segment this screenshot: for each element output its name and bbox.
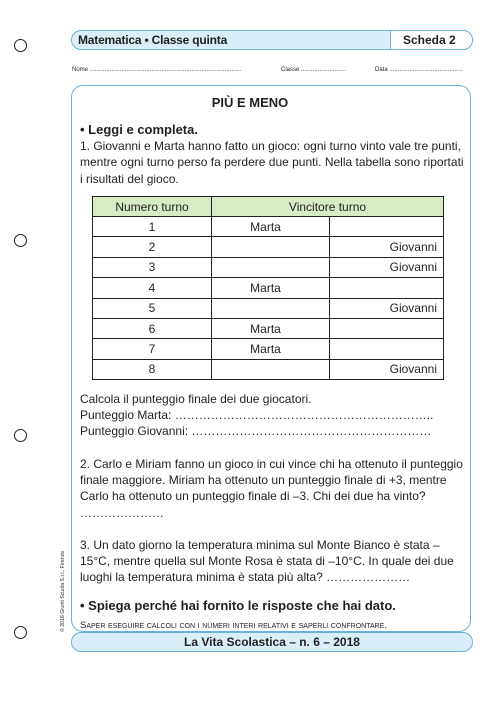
- winner-marta-cell: [212, 237, 330, 257]
- winner-marta-cell: [212, 257, 330, 277]
- results-table: [92, 196, 444, 380]
- binder-hole: [14, 429, 27, 442]
- exercise-2-text: 2. Carlo e Miriam fanno un gioco in cui vince chi ha ottenuto il punteggio finale maggiore. Miriam ha ottenuto un punteggio finale di +3, mentre Carlo ha ottenuto un punteggio finale di –3. Chi dei due ha vinto? …………………: [80, 457, 463, 520]
- table-row: [93, 257, 444, 277]
- score-calculation: [80, 391, 465, 440]
- column-header-turn: Numero turno: [93, 197, 212, 217]
- exercise-1-text: 1. Giovanni e Marta hanno fatto un gioco: ogni turno vinto vale tre punti, mentre ogni turno perso fa perdere due punti. Nella tabella sono riportati i risultati del gioco.: [80, 139, 464, 186]
- turn-number-cell: 8: [93, 359, 212, 379]
- score-marta-line[interactable]: Punteggio Marta: ………………………………………………………..: [80, 408, 434, 423]
- turn-number-cell: 6: [93, 318, 212, 338]
- score-giovanni-line[interactable]: Punteggio Giovanni: ……………………………………………………: [80, 424, 432, 439]
- winner-giovanni-cell: Giovanni: [330, 257, 444, 277]
- winner-marta-cell: Marta: [212, 318, 330, 338]
- exercise-4: [80, 598, 465, 634]
- table-row: [93, 237, 444, 257]
- instruction-heading: • Leggi e completa.: [80, 122, 198, 137]
- winner-giovanni-cell: Giovanni: [330, 237, 444, 257]
- turn-number-cell: 5: [93, 298, 212, 318]
- name-field[interactable]: Nome ...........................................................................................: [72, 67, 242, 73]
- winner-giovanni-cell: [330, 318, 444, 338]
- winner-giovanni-cell: Giovanni: [330, 359, 444, 379]
- winner-marta-cell: Marta: [212, 339, 330, 359]
- binder-hole: [14, 39, 27, 52]
- explain-heading: • Spiega perché hai fornito le risposte che hai dato.: [80, 598, 396, 613]
- footer-label: La Vita Scolastica – n. 6 – 2018: [184, 635, 360, 649]
- turn-number-cell: 3: [93, 257, 212, 277]
- exercise-3: [80, 537, 465, 586]
- table-row: [93, 298, 444, 318]
- exercise-1: [80, 122, 465, 187]
- table-row: [93, 318, 444, 338]
- table-row: [93, 339, 444, 359]
- turn-number-cell: 7: [93, 339, 212, 359]
- page-title: PIÙ E MENO: [211, 95, 289, 110]
- class-field[interactable]: Classe ...........................: [281, 67, 347, 73]
- column-header-winner: Vincitore turno: [212, 197, 444, 217]
- subject-label: Matematica • Classe quinta: [78, 33, 228, 47]
- exercise-2: [80, 456, 465, 521]
- binder-hole: [14, 234, 27, 247]
- winner-giovanni-cell: [330, 339, 444, 359]
- winner-giovanni-cell: [330, 278, 444, 298]
- table-row: [93, 217, 444, 237]
- winner-marta-cell: Marta: [212, 278, 330, 298]
- winner-marta-cell: Marta: [212, 217, 330, 237]
- table-row: [93, 278, 444, 298]
- calc-prompt: Calcola il punteggio finale dei due giocatori.: [80, 392, 312, 406]
- table-row: [93, 359, 444, 379]
- winner-marta-cell: [212, 298, 330, 318]
- turn-number-cell: 1: [93, 217, 212, 237]
- scheda-label: Scheda 2: [403, 33, 456, 47]
- learning-objective: Saper eseguire calcoli con i numeri interi relativi e saperli confrontare.: [80, 620, 387, 632]
- copyright-notice: © 2018 Giunti Scuola S.r.l., Firenze: [60, 550, 66, 632]
- turn-number-cell: 4: [93, 278, 212, 298]
- winner-giovanni-cell: [330, 217, 444, 237]
- winner-marta-cell: [212, 359, 330, 379]
- turn-number-cell: 2: [93, 237, 212, 257]
- winner-giovanni-cell: Giovanni: [330, 298, 444, 318]
- exercise-3-text: 3. Un dato giorno la temperatura minima sul Monte Bianco è stata –15°C, mentre quella sul Monte Rosa è stata di –10°C. In quale dei due luoghi la temperatura minima è stata più alta? …………………: [80, 538, 454, 585]
- date-field[interactable]: Data ............................................: [375, 67, 463, 73]
